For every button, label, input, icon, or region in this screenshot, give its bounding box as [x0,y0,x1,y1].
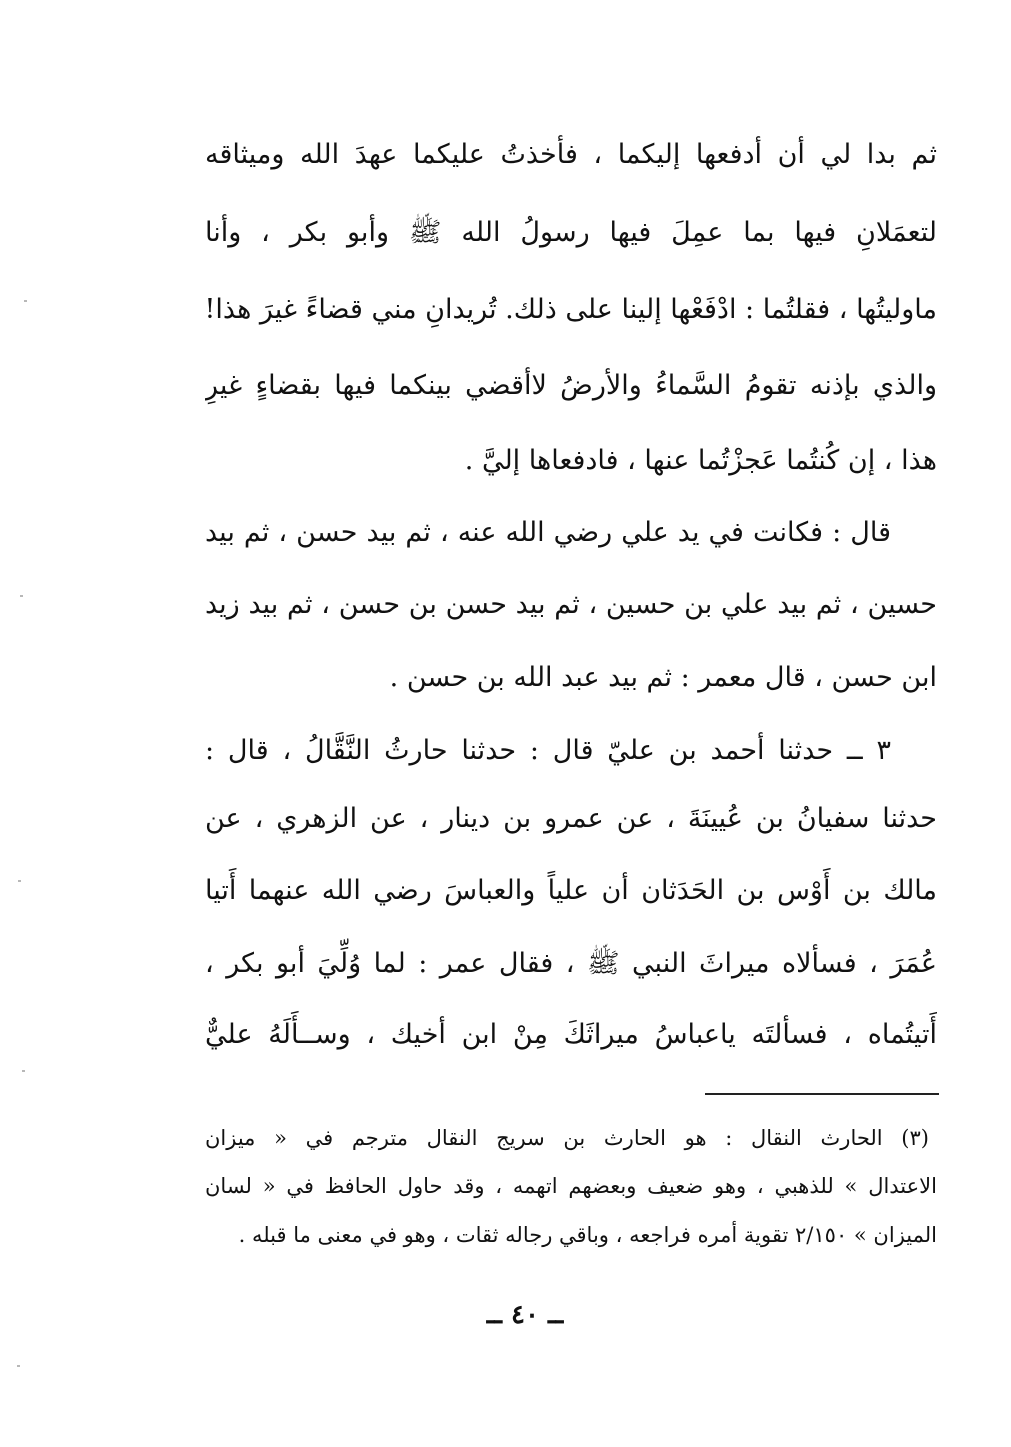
page-number: ــ ٤٠ ــ [486,1300,564,1330]
footnote-separator [705,1093,939,1095]
text-line: ثم بدا لي أن أدفعها إليكما ، فأخذتُ عليكما عهدَ الله وميثاقه [205,139,937,170]
text-line: مالك بن أَوْس بن الحَدَثان أن علياً والعباسَ رضي الله عنهما أَتيا [205,875,937,906]
text-line: أَتيتُماه ، فسألتَه ياعباسُ ميراثَكَ مِنْ ابن أخيك ، وســأَلَهُ عليٌّ [205,1019,937,1050]
text-line: ٣ ــ حدثنا أحمد بن عليّ قال : حدثنا حارثُ النَّقَّالُ ، قال : [205,735,891,766]
text-line: قال : فكانت في يد علي رضي الله عنه ، ثم بيد حسن ، ثم بيد [205,517,891,548]
text-line: حسين ، ثم بيد علي بن حسين ، ثم بيد حسن بن حسن ، ثم بيد زيد [205,589,937,620]
text-line: ابن حسن ، قال معمر : ثم بيد عبد الله بن حسن . [389,662,937,693]
text-line: هذا ، إن كُنتُما عَجزْتُما عنها ، فادفعاها إليَّ . [464,445,937,476]
text-line: حدثنا سفيانُ بن عُيينَةَ ، عن عمرو بن دينار ، عن الزهري ، عن [205,803,937,834]
scan-speck [17,1365,20,1367]
text-line: لتعمَلانِ فيها بما عمِلَ فيها رسولُ الله ﷺ وأبو بكر ، وأنا [205,217,937,248]
scan-speck [24,300,27,302]
scan-speck [20,595,23,597]
text-line: ماوليتُها ، فقلتُما : ادْفَعْها إلينا على ذلك. تُريدانِ مني قضاءً غيرَ هذا! [205,294,937,325]
footnote-line: الميزان » ٢/١٥٠ تقوية أمره فراجعه ، وباقي رجاله ثقات ، وهو في معنى ما قبله . [238,1223,937,1247]
scan-speck [22,1070,25,1072]
footnote-line: الاعتدال » للذهبي ، وهو ضعيف وبعضهم اتهمه ، وقد حاول الحافظ في « لسان [205,1174,937,1198]
text-line: والذي بإذنه تقومُ السَّماءُ والأرضُ لاأقضي بينكما فيها بقضاءٍ غيرِ [205,370,937,401]
scan-speck [18,880,21,882]
footnote-line: (٣) الحارث النقال : هو الحارث بن سريج النقال مترجم في « ميزان [205,1126,929,1150]
text-line: عُمَرَ ، فسألاه ميراثَ النبي ﷺ ، فقال عمر : لما وُلِّيَ أبو بكر ، [205,948,937,979]
